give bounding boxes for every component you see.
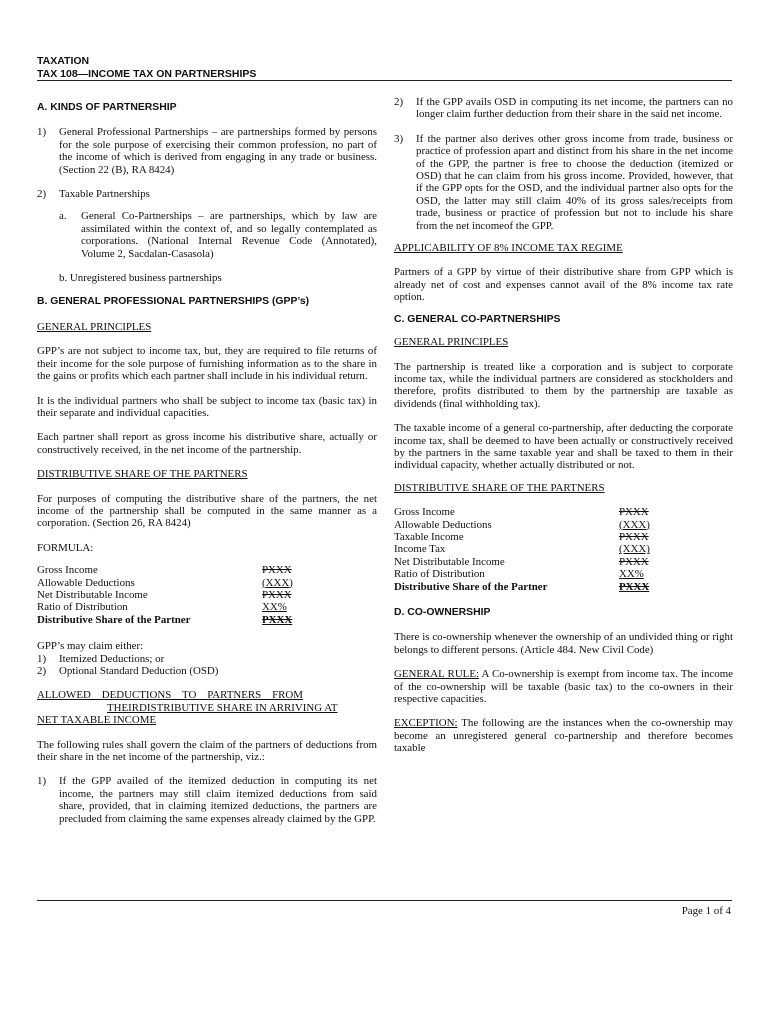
formula-row — [394, 581, 733, 593]
formula-row — [37, 601, 377, 613]
list-item — [394, 96, 733, 121]
formula-row — [394, 543, 733, 555]
formula-row — [37, 577, 377, 589]
formula-value-cell: XX% — [262, 601, 287, 614]
header-title: TAXATION — [37, 55, 90, 67]
formula-label-cell: Distributive Share of the Partner — [394, 580, 548, 593]
exception-text: The following are the instances when the co-ownership may become an unregistered general co-partnership and therefore becomes taxable — [394, 717, 733, 755]
heading-line: ALLOWED DEDUCTIONS TO PARTNERS FROM — [37, 689, 303, 702]
formula-label-cell: Allowable Deductions — [394, 518, 492, 531]
applicability-heading: APPLICABILITY OF 8% INCOME TAX REGIME — [394, 242, 623, 255]
list-item — [37, 665, 377, 677]
section-c-heading: C. GENERAL CO-PARTNERSHIPS — [394, 313, 561, 325]
formula-value-cell: XX% — [619, 568, 644, 581]
list-text: If the partner also derives other gross income from trade, business or practice of profession apart and distinct from his share in the net income of the GPP, the partner is free to choose the deduction (itemized or OSD) that he can claim from his gross income. Provided, however, that if the GPP opts for the OSD, and the individual partner also opts for the OSD, the latter may still claim 40% of its gross sales/receipts from trade, business or practice of profession but not to include his share from the net incomeof the GPP. — [416, 132, 733, 232]
header-subtitle: TAX 108—INCOME TAX ON PARTNERSHIPS — [37, 67, 257, 80]
list-number: 1) — [37, 652, 47, 665]
sub-list-letter: a. — [59, 210, 67, 223]
paragraph: The following rules shall govern the claim of the partners of deductions from their share in the net income of the partnership, viz.: — [37, 738, 377, 764]
list-text: Optional Standard Deduction (OSD) — [59, 665, 219, 677]
list-number: 1) — [37, 775, 47, 788]
list-text: If the GPP avails OSD in computing its net income, the partners can no longer claim further deduction from their share in the said net income. — [416, 96, 733, 121]
heading-line: THEIRDISTRIBUTIVE SHARE IN ARRIVING AT — [107, 701, 338, 714]
formula-label-cell: Distributive Share of the Partner — [37, 613, 191, 626]
formula-row — [394, 519, 733, 531]
list-number: 1) — [37, 126, 47, 139]
list-number: 3) — [394, 132, 404, 145]
formula-label-cell: Allowable Deductions — [37, 576, 135, 589]
formula-value-cell: PXXX — [619, 530, 649, 543]
general-principles-heading: GENERAL PRINCIPLES — [394, 336, 509, 349]
formula-row — [37, 589, 377, 601]
formula-label-cell: Gross Income — [37, 564, 98, 577]
formula-row — [394, 568, 733, 580]
formula-label: FORMULA: — [37, 541, 94, 554]
paragraph: It is the individual partners who shall be subject to income tax (basic tax) in their separate and individual capacities. — [37, 394, 377, 419]
distributive-share-heading: DISTRIBUTIVE SHARE OF THE PARTNERS — [37, 468, 248, 481]
heading-line: NET TAXABLE INCOME — [37, 714, 157, 727]
document-header — [37, 55, 256, 80]
general-rule-label: GENERAL RULE: — [394, 668, 480, 681]
formula-row — [394, 531, 733, 543]
formula-row — [394, 506, 733, 518]
paragraph: The partnership is treated like a corporation and is subject to corporate income tax, while the individual partners are considered as stockholders and therefore, profits distributed to them by the partnership are taxable as dividends (final withholding tax). — [394, 360, 733, 410]
right-column — [394, 96, 733, 755]
formula-label-cell: Net Distributable Income — [37, 588, 148, 601]
paragraph: Partners of a GPP by virtue of their distributive share from GPP which is already net of cost and expenses cannot avail of the 8% income tax rate option. — [394, 266, 733, 304]
section-d-heading: D. CO-OWNERSHIP — [394, 607, 491, 618]
left-column — [37, 96, 377, 825]
general-rule-paragraph — [394, 668, 733, 705]
formula-value-cell: PXXX — [262, 564, 292, 577]
claim-intro: GPP’s may claim either: — [37, 640, 144, 653]
formula-value-cell: (XXX) — [262, 576, 293, 589]
paragraph: For purposes of computing the distributive share of the partners, the net income of the partnership shall be computed in the same manner as a corporation. (Section 26, RA 8424) — [37, 492, 377, 530]
formula-label-cell: Net Distributable Income — [394, 555, 505, 568]
list-item — [37, 126, 377, 176]
allowed-deductions-heading — [37, 689, 377, 726]
list-text: Itemized Deductions; or — [59, 652, 165, 665]
list-text: General Professional Partnerships – are partnerships formed by persons for the sole purpose of exercising their common profession, no part of the income of which is derived from engaging in any trade or business. (Section 22 (B), RA 8424) — [59, 126, 377, 176]
list-item — [37, 653, 377, 665]
list-number: 2) — [394, 96, 404, 108]
sub-list-item-b: b. Unregistered business partnerships — [59, 272, 222, 285]
page-number: Page 1 of 4 — [681, 905, 731, 917]
distributive-share-heading: DISTRIBUTIVE SHARE OF THE PARTNERS — [394, 481, 605, 494]
formula-value-cell: (XXX) — [619, 518, 650, 531]
formula-value-cell: PXXX — [262, 588, 292, 601]
general-principles-heading: GENERAL PRINCIPLES — [37, 320, 152, 333]
section-b-heading: B. GENERAL PROFESSIONAL PARTNERSHIPS (GPP’s) — [37, 296, 310, 308]
formula-value-cell: PXXX — [619, 506, 649, 519]
list-item — [37, 188, 377, 200]
list-number: 2) — [37, 188, 47, 201]
sub-list-item — [59, 210, 377, 260]
section-a-heading: A. KINDS OF PARTNERSHIP — [37, 102, 177, 113]
formula-label-cell: Ratio of Distribution — [37, 601, 128, 614]
list-text: If the GPP availed of the itemized deduction in computing its net income, the partners may still claim itemized deductions from said share, provided, that in claiming itemized deductions, the partners are precluded from claiming the same expenses already claimed by the GPP. — [59, 775, 377, 825]
paragraph: There is co-ownership whenever the ownership of an undivided thing or right belongs to different persons. (Article 484. New Civil Code) — [394, 631, 733, 656]
paragraph: The taxable income of a general co-partnership, after deducting the corporate income tax, shall be deemed to have been actually or constructively received by the partners in the same taxable year and shall be taxed to them in their individual capacity, whether actually distributed or not. — [394, 422, 733, 472]
formula-table — [394, 506, 733, 593]
exception-label: EXCEPTION: — [394, 717, 458, 730]
formula-label-cell: Ratio of Distribution — [394, 568, 485, 581]
list-item — [37, 775, 377, 825]
list-text: Taxable Partnerships — [59, 188, 150, 201]
formula-table — [37, 564, 377, 626]
formula-label-cell: Taxable Income — [394, 530, 464, 543]
formula-label-cell: Income Tax — [394, 543, 446, 556]
exception-paragraph — [394, 717, 733, 754]
formula-value-cell: PXXX — [619, 580, 650, 593]
formula-row — [37, 614, 377, 626]
sub-list-text: General Co-Partnerships – are partnerships, which by law are assimilated within the context of, and so legally contemplated as corporations. (National Internal Revenue Code (Annotated), Volume 2, Sacdalan-Casasola) — [81, 210, 377, 260]
paragraph: Each partner shall report as gross income his distributive share, actually or constructively received, in the net income of the partnership. — [37, 431, 377, 456]
list-number: 2) — [37, 665, 47, 677]
formula-value-cell: PXXX — [619, 555, 649, 568]
list-item — [394, 133, 733, 232]
formula-label-cell: Gross Income — [394, 506, 455, 519]
paragraph: GPP’s are not subject to income tax, but, they are required to file returns of their income for the sole purpose of furnishing information as to the share in the gains or profits which each partner shall include in his individual return. — [37, 345, 377, 383]
formula-row — [37, 564, 377, 576]
formula-row — [394, 556, 733, 568]
footer-rule — [37, 900, 732, 901]
general-rule-text: A Co-ownership is exempt from income tax. The income of the co-ownership will be taxable (basic tax) to the co-owners in their respective capacities. — [394, 668, 734, 706]
formula-value-cell: (XXX) — [619, 543, 650, 556]
header-rule — [37, 80, 732, 81]
formula-value-cell: PXXX — [262, 613, 293, 626]
